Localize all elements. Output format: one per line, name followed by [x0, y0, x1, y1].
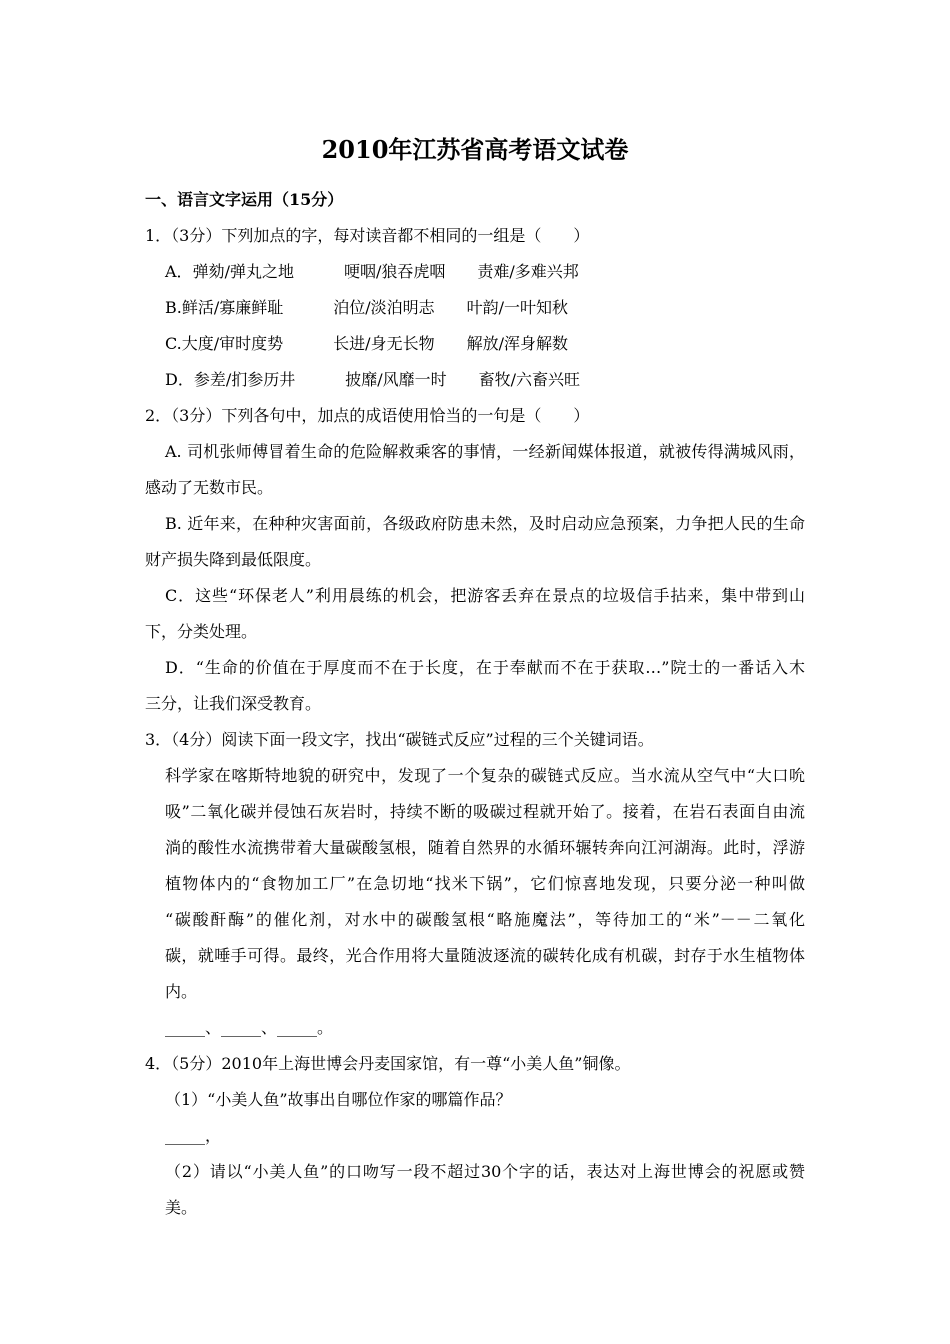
q1-c-pair-2: 长进/身无长物: [333, 334, 435, 353]
section-heading: 一、语言文字运用（15分）: [145, 190, 344, 209]
q1-b-pair-3: 叶韵/一叶知秋: [466, 298, 569, 317]
q1-option-b: [165, 296, 568, 320]
q2-option-c: C．这些“环保老人”利用晨练的机会，把游客丢弃在景点的垃圾信手拈来，集中带到山: [165, 586, 805, 605]
q1-a-pair-2: 哽咽/狼吞虎咽: [343, 262, 446, 281]
q3-stem: 3．（4分）阅读下面一段文字，找出“碳链式反应”过程的三个关键词语。: [145, 730, 654, 749]
q3-answer-blanks[interactable]: _____、_____、_____。: [165, 1018, 334, 1037]
q2-option-a-cont: 感动了无数市民。: [145, 478, 274, 497]
q1-option-a: [165, 260, 579, 284]
q1-b-pair-1: 鲜活/寡廉鲜耻: [181, 298, 284, 317]
q3-passage-line: 吸”二氧化碳并侵蚀石灰岩时，持续不断的吸碳过程就开始了。接着，在岩石表面自由流: [165, 802, 805, 821]
q3-passage-line: 淌的酸性水流携带着大量碳酸氢根，随着自然界的水循环辗转奔向江河湖海。此时，浮游: [165, 838, 805, 857]
q1-option-d: [165, 368, 580, 392]
q2-option-d: D．“生命的价值在于厚度而不在于长度，在于奉献而不在于获取…”院士的一番话入木: [165, 658, 805, 677]
q1-a-pair-1: 弹劾/弹丸之地: [192, 262, 294, 281]
q4-sub-2: （2）请以“小美人鱼”的口吻写一段不超过30个字的话，表达对上海世博会的祝愿或赞: [165, 1162, 805, 1181]
q3-passage-line: 碳，就唾手可得。最终，光合作用将大量随波逐流的碳转化成有机碳，封存于水生植物体: [165, 946, 805, 965]
q3-passage-line: 植物体内的“食物加工厂”在急切地“找米下锅”，它们惊喜地发现，只要分泌一种叫做: [165, 874, 805, 893]
q1-a-pair-3: 责难/多难兴邦: [477, 262, 579, 281]
q1-option-c: [165, 332, 568, 356]
q2-option-b-cont: 财产损失降到最低限度。: [145, 550, 322, 569]
q2-option-b: B. 近年来，在种种灾害面前，各级政府防患未然，及时启动应急预案，力争把人民的生命: [165, 514, 805, 533]
q2-option-d-cont: 三分，让我们深受教育。: [145, 694, 322, 713]
q1-stem: 1．（3分）下列加点的字，每对读音都不相同的一组是（ ）: [145, 226, 590, 245]
q2-option-a: A. 司机张师傅冒着生命的危险解救乘客的事情，一经新闻媒体报道，就被传得满城风雨，: [165, 442, 805, 461]
q1-d-label: D．: [165, 370, 194, 389]
q1-d-pair-3: 畜牧/六畜兴旺: [478, 370, 581, 389]
q1-b-pair-2: 泊位/淡泊明志: [333, 298, 435, 317]
q2-option-c-cont: 下，分类处理。: [145, 622, 258, 641]
q4-sub-2-cont: 美。: [165, 1198, 198, 1217]
q4-stem: 4．（5分）2010年上海世博会丹麦国家馆，有一尊“小美人鱼”铜像。: [145, 1054, 631, 1073]
q3-passage-line: 内。: [165, 982, 198, 1001]
q4-sub-1: （1）“小美人鱼”故事出自哪位作家的哪篇作品？: [165, 1090, 512, 1109]
q3-passage-line: 科学家在喀斯特地貌的研究中，发现了一个复杂的碳链式反应。当水流从空气中“大口吮: [165, 766, 805, 785]
q1-c-pair-3: 解放/浑身解数: [466, 334, 568, 353]
q1-a-label: A．: [165, 262, 193, 281]
q1-d-pair-1: 参差/扪参历井: [193, 370, 296, 389]
q1-c-label: C.: [165, 334, 182, 353]
q4-sub-1-blank[interactable]: _____，: [165, 1126, 222, 1145]
q2-stem: 2．（3分）下列各句中，加点的成语使用恰当的一句是（ ）: [145, 406, 590, 425]
q1-d-pair-2: 披靡/风靡一时: [345, 370, 447, 389]
q1-b-label: B.: [165, 298, 182, 317]
q1-c-pair-1: 大度/审时度势: [181, 334, 284, 353]
q3-passage-line: “碳酸酐酶”的催化剂，对水中的碳酸氢根“略施魔法”，等待加工的“米”－－二氧化: [165, 910, 805, 929]
page-title: 2010年江苏省高考语文试卷: [321, 135, 629, 164]
